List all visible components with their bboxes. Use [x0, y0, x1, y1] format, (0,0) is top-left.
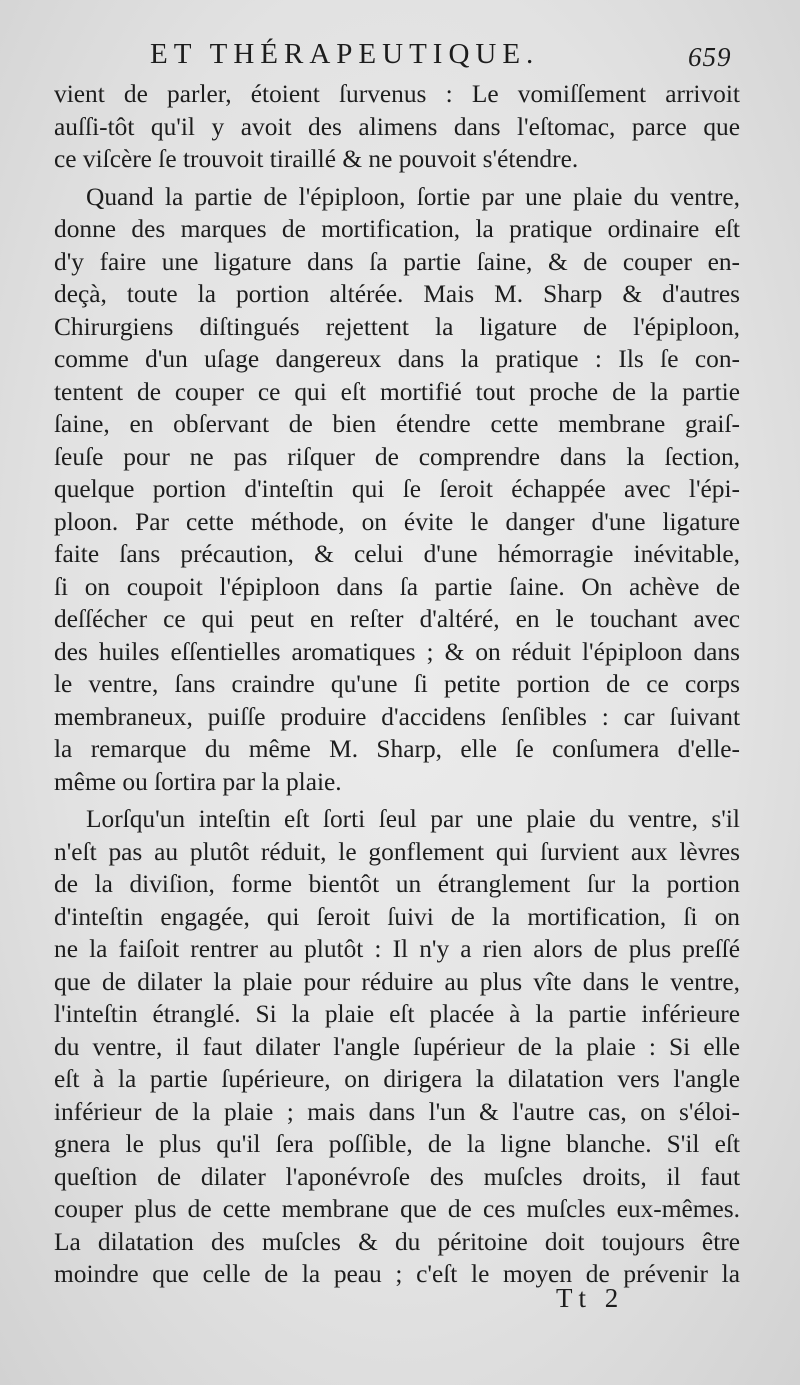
text-line: La dilatation des muſcles & du péritoine doit toujours être	[54, 1227, 740, 1256]
text-line: des huiles eſſentielles aromatiques ; & on réduit l'épiploon dans	[54, 637, 740, 666]
text-line: vient de parler, étoient ſurvenus : Le vomiſſement arrivoit	[54, 80, 740, 108]
catchword: Tt 2	[556, 1283, 625, 1313]
text-line: tentent de couper ce qui eſt mortifié tout proche de la partie	[54, 377, 740, 406]
text-line: deſſécher ce qui peut en reſter d'altéré, en le touchant avec	[54, 605, 740, 633]
text-line: comme d'un uſage dangereux dans la pratique : Ils ſe con-	[54, 345, 740, 373]
text-line: inférieur de la plaie ; mais dans l'un & l'autre cas, on s'éloi-	[54, 1097, 740, 1126]
text-line: ploon. Par cette méthode, on évite le danger d'une ligature	[54, 507, 740, 536]
text-line: membraneux, puiſſe produire d'accidens ſenſibles : car ſuivant	[54, 702, 740, 731]
text-line: d'y faire une ligature dans ſa partie ſaine, & de couper en-	[54, 247, 740, 276]
text-line: ce viſcère ſe trouvoit tiraillé & ne pouvoit s'étendre.	[54, 145, 579, 173]
text-line: le ventre, ſans craindre qu'une ſi petite portion de ce corps	[54, 670, 740, 698]
text-line: eſt à la partie ſupérieure, on dirigera la dilatation vers l'angle	[54, 1065, 740, 1093]
text-line: du ventre, il faut dilater l'angle ſupérieur de la plaie : Si elle	[54, 1032, 740, 1061]
text-line: de la diviſion, forme bientôt un étranglement ſur la portion	[54, 870, 740, 898]
text-line: quelque portion d'inteſtin qui ſe ſeroit échappée avec l'épi-	[54, 475, 740, 503]
text-line: ſeuſe pour ne pas riſquer de comprendre dans la ſection,	[54, 442, 740, 471]
text-line: n'eſt pas au plutôt réduit, le gonflement qui ſurvient aux lèvres	[54, 837, 740, 866]
text-line: d'inteſtin engagée, qui ſeroit ſuivi de la mortification, ſi on	[54, 902, 740, 931]
text-line: queſtion de dilater l'aponévroſe des muſcles droits, il faut	[54, 1162, 740, 1191]
text-line: que de dilater la plaie pour réduire au plus vîte dans le ventre,	[54, 967, 740, 996]
text-line: donne des marques de mortification, la pratique ordinaire eſt	[54, 215, 740, 243]
body-text	[54, 78, 740, 1291]
text-line: couper plus de cette membrane que de ces muſcles eux-mêmes.	[54, 1195, 740, 1223]
text-line: l'inteſtin étranglé. Si la plaie eſt placée à la partie inférieure	[54, 1000, 740, 1028]
text-line: Quand la partie de l'épiploon, ſortie par une plaie du ventre,	[86, 182, 740, 211]
text-line: ſi on coupoit l'épiploon dans ſa partie ſaine. On achève de	[54, 572, 740, 601]
text-line: ſaine, en obſervant de bien étendre cette membrane graiſ-	[54, 410, 740, 438]
text-line: gnera le plus qu'il ſera poſſible, de la ligne blanche. S'il eſt	[54, 1130, 740, 1158]
text-line: faite ſans précaution, & celui d'une hémorragie inévitable,	[54, 540, 740, 568]
text-line: auſſi-tôt qu'il y avoit des alimens dans l'eſtomac, parce que	[54, 112, 740, 141]
text-line: ne la faiſoit rentrer au plutôt : Il n'y a rien alors de plus preſſé	[54, 935, 740, 963]
text-line: Chirurgiens diſtingués rejettent la ligature de l'épiploon,	[54, 312, 740, 341]
text-line: deçà, toute la portion altérée. Mais M. Sharp & d'autres	[54, 280, 740, 308]
text-line: Lorſqu'un inteſtin eſt ſorti ſeul par une plaie du ventre, s'il	[86, 805, 740, 833]
running-head: ET THÉRAPEUTIQUE.	[150, 38, 540, 70]
page-number: 659	[688, 42, 732, 72]
text-line: la remarque du même M. Sharp, elle ſe conſumera d'elle-	[54, 735, 740, 763]
text-line: même ou ſortira par la plaie.	[54, 767, 342, 796]
text-line: moindre que celle de la peau ; c'eſt le moyen de prévenir la	[54, 1260, 740, 1288]
